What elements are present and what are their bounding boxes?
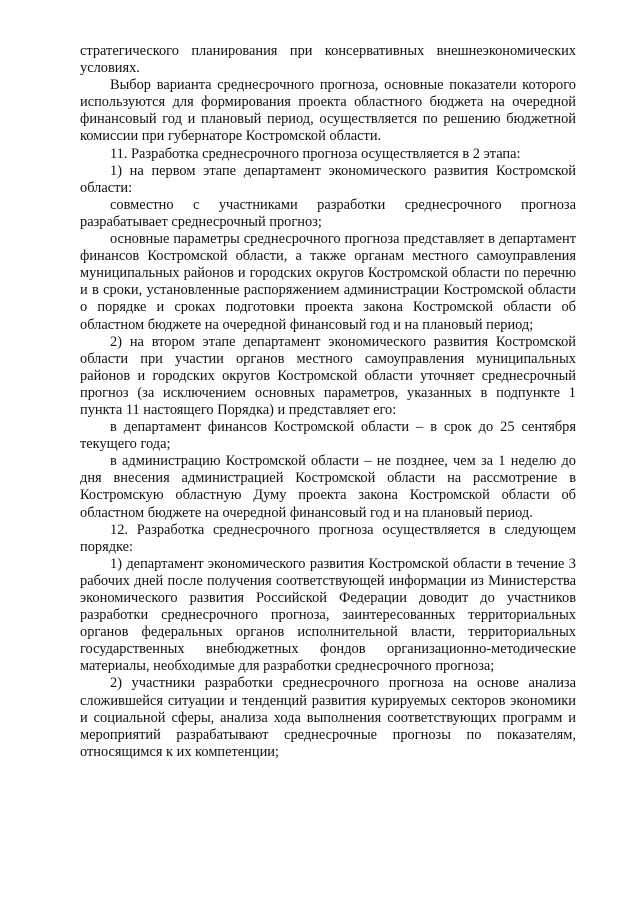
paragraph-1: стратегического планирования при консервативных внешнеэкономических условиях. bbox=[80, 43, 576, 77]
paragraph-11: 1) департамент экономического развития Костромской области в течение 3 рабочих дней после получения соответствующей информации из Министерства экономического развития Российской Федерации доводит до участников разработки среднесрочного прогноза, заинтересованных территориальных органов федеральных органов исполнительной власти, территориальных государственных внебюджетных фондов организационно-методические материалы, необходимые для разработки среднесрочного прогноза; bbox=[80, 555, 576, 675]
paragraph-12: 2) участники разработки среднесрочного прогноза на основе анализа сложившейся ситуации и тенденций развития курируемых секторов экономики и социальной сферы, анализа хода выполнения соответствующих программ и мероприятий разрабатывают среднесрочные прогнозы по показателям, относящимся к их компетенции; bbox=[80, 675, 576, 760]
paragraph-6: основные параметры среднесрочного прогноза представляет в департамент финансов Костромской области, а также органам местного самоуправления муниципальных районов и городских округов Костромской области по перечню и в сроки, установленные распоряжением администрации Костромской области о порядке и сроках подготовки проекта закона Костромской области об областном бюджете на очередной финансовый год и на плановый период; bbox=[80, 231, 576, 333]
paragraph-4: 1) на первом этапе департамент экономического развития Костромской области: bbox=[80, 162, 576, 196]
paragraph-2: Выбор варианта среднесрочного прогноза, основные показатели которого используются для формирования проекта областного бюджета на очередной финансовый год и плановый период, осуществляется по решению бюджетной комиссии при губернаторе Костромской области. bbox=[80, 77, 576, 145]
paragraph-9: в администрацию Костромской области – не позднее, чем за 1 неделю до дня внесения администрацией Костромской области на рассмотрение в Костромскую областную Думу проекта закона Костромской области об областном бюджете на очередной финансовый год и на плановый период. bbox=[80, 453, 576, 521]
paragraph-7: 2) на втором этапе департамент экономического развития Костромской области при участии органов местного самоуправления муниципальных районов и городских округов Костромской области уточняет среднесрочный прогноз (за исключением основных параметров, указанных в подпункте 1 пункта 11 настоящего Порядка) и представляет его: bbox=[80, 333, 576, 418]
paragraph-8: в департамент финансов Костромской области – в срок до 25 сентября текущего года; bbox=[80, 419, 576, 453]
paragraph-10: 12. Разработка среднесрочного прогноза осуществляется в следующем порядке: bbox=[80, 521, 576, 555]
paragraph-5: совместно с участниками разработки среднесрочного прогноза разрабатывает среднесрочный прогноз; bbox=[80, 196, 576, 230]
paragraph-3: 11. Разработка среднесрочного прогноза осуществляется в 2 этапа: bbox=[110, 145, 521, 162]
